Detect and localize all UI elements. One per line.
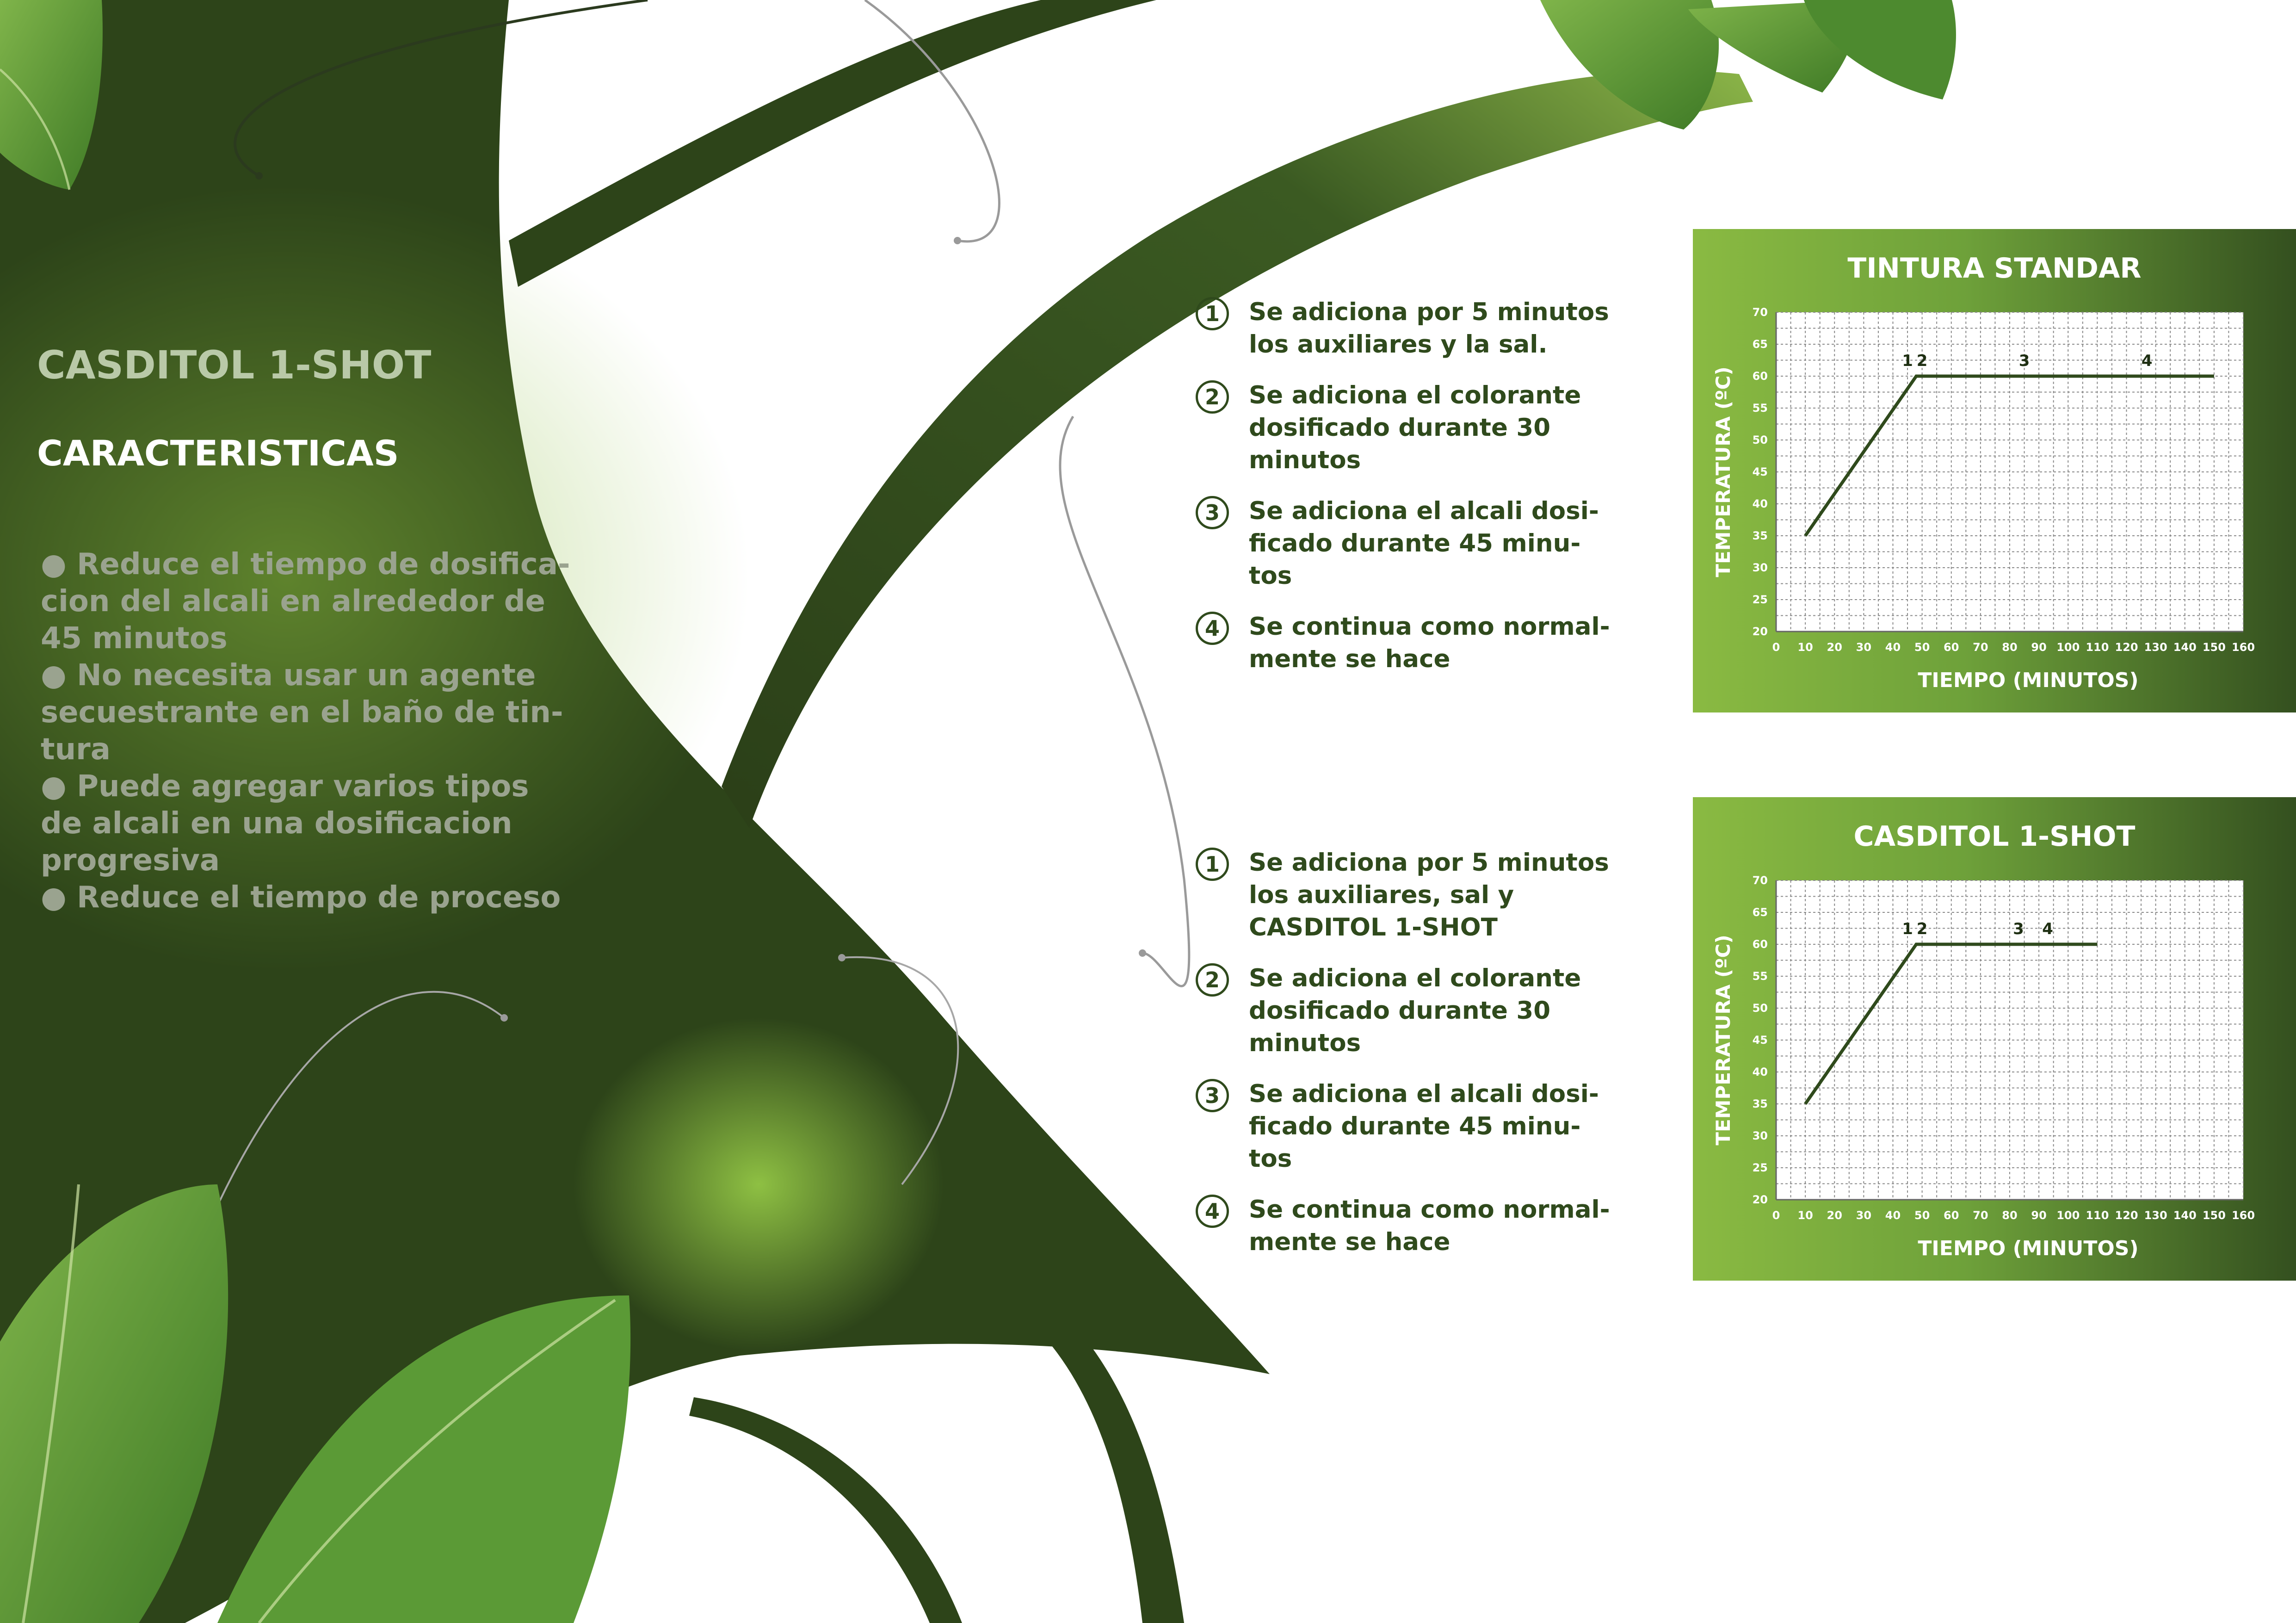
chart-panel-standard (1693, 229, 2296, 712)
x-tick-label: 100 (2056, 641, 2080, 654)
step-annotation: 4 (2042, 920, 2053, 938)
y-tick-label: 25 (1752, 593, 1768, 606)
feature-line: ● Reduce el tiempo de dosifica- (41, 547, 570, 582)
x-tick-label: 0 (1772, 641, 1780, 654)
x-tick-label: 80 (2002, 641, 2018, 654)
x-tick-label: 40 (1885, 1209, 1901, 1222)
step-number: 3 (1196, 1079, 1229, 1112)
step-line: Se adiciona el alcali dosi- (1249, 1080, 1599, 1108)
y-tick-label: 20 (1752, 1193, 1768, 1206)
x-tick-label: 40 (1885, 641, 1901, 654)
y-tick-label: 65 (1752, 906, 1768, 919)
step-item (1196, 296, 1667, 361)
y-tick-label: 45 (1752, 465, 1768, 478)
y-tick-label: 35 (1752, 529, 1768, 542)
y-tick-label: 50 (1752, 1002, 1768, 1015)
feature-line: cion del alcali en alrededor de (41, 584, 545, 619)
feature-line: de alcali en una dosificacion (41, 806, 512, 841)
step-annotation: 1 (1902, 352, 1913, 370)
step-line: mente se hace (1249, 645, 1450, 673)
x-tick-label: 20 (1827, 1209, 1842, 1222)
step-annotation: 3 (2018, 352, 2030, 370)
step-line: Se continua como normal- (1249, 1196, 1610, 1224)
x-tick-label: 130 (2144, 641, 2167, 654)
y-tick-label: 55 (1752, 970, 1768, 983)
x-tick-label: 120 (2115, 641, 2138, 654)
feature-line: ● Puede agregar varios tipos (41, 769, 529, 804)
step-line: Se continua como normal- (1249, 613, 1610, 641)
x-tick-label: 160 (2231, 641, 2255, 654)
y-tick-label: 40 (1752, 497, 1768, 510)
x-tick-label: 10 (1797, 1209, 1813, 1222)
x-tick-label: 10 (1797, 641, 1813, 654)
x-tick-label: 120 (2115, 1209, 2138, 1222)
branch-upper (509, 0, 1156, 287)
x-tick-label: 100 (2056, 1209, 2080, 1222)
step-number: 4 (1196, 612, 1229, 645)
x-tick-label: 140 (2173, 1209, 2197, 1222)
y-tick-label: 65 (1752, 338, 1768, 351)
x-tick-label: 50 (1914, 1209, 1930, 1222)
step-line: dosificado durante 30 (1249, 414, 1551, 442)
step-number: 4 (1196, 1195, 1229, 1228)
x-tick-label: 160 (2231, 1209, 2255, 1222)
x-axis-label: TIEMPO (MINUTOS) (1918, 669, 2139, 692)
x-axis-label: TIEMPO (MINUTOS) (1918, 1237, 2139, 1260)
step-line: Se adiciona el colorante (1249, 381, 1581, 409)
x-tick-label: 30 (1856, 1209, 1872, 1222)
step-line: CASDITOL 1-SHOT (1249, 913, 1498, 942)
features-list (41, 546, 586, 916)
step-line: tos (1249, 1145, 1292, 1173)
y-tick-label: 40 (1752, 1065, 1768, 1078)
step-line: minutos (1249, 446, 1361, 474)
y-tick-label: 50 (1752, 434, 1768, 446)
y-tick-label: 45 (1752, 1034, 1768, 1047)
feature-line: ● Reduce el tiempo de proceso (41, 880, 561, 915)
y-axis-label: TEMPERATURA (ºC) (1712, 366, 1734, 577)
step-annotation: 1 (1902, 920, 1913, 938)
step-annotation: 2 (1916, 352, 1928, 370)
step-line: minutos (1249, 1029, 1361, 1057)
step-item (1196, 495, 1667, 592)
x-tick-label: 60 (1944, 1209, 1959, 1222)
x-tick-label: 110 (2086, 641, 2109, 654)
x-tick-label: 130 (2144, 1209, 2167, 1222)
step-annotation: 4 (2141, 352, 2153, 370)
chart-standard (1693, 229, 2296, 712)
y-tick-label: 70 (1752, 306, 1768, 319)
chart-panel-oneshot (1693, 797, 2296, 1281)
x-tick-label: 20 (1827, 641, 1842, 654)
step-line: dosificado durante 30 (1249, 997, 1551, 1025)
section-title: CARACTERISTICAS (37, 433, 399, 474)
step-item (1196, 379, 1667, 477)
y-tick-label: 25 (1752, 1161, 1768, 1174)
y-tick-label: 60 (1752, 938, 1768, 951)
x-tick-label: 80 (2002, 1209, 2018, 1222)
step-line: tos (1249, 562, 1292, 590)
y-tick-label: 35 (1752, 1097, 1768, 1110)
feature-line: progresiva (41, 843, 220, 878)
step-number: 2 (1196, 380, 1229, 414)
x-tick-label: 50 (1914, 641, 1930, 654)
y-axis-label: TEMPERATURA (ºC) (1712, 935, 1734, 1146)
step-item (1196, 847, 1667, 944)
x-tick-label: 70 (1973, 1209, 1988, 1222)
step-line: Se adiciona el alcali dosi- (1249, 497, 1599, 525)
x-tick-label: 140 (2173, 641, 2197, 654)
step-number: 1 (1196, 848, 1229, 881)
y-tick-label: 70 (1752, 874, 1768, 887)
step-item (1196, 611, 1667, 675)
x-tick-label: 70 (1973, 641, 1988, 654)
y-tick-label: 30 (1752, 561, 1768, 574)
x-tick-label: 30 (1856, 641, 1872, 654)
x-tick-label: 60 (1944, 641, 1959, 654)
steps-oneshot (1196, 847, 1667, 1277)
x-tick-label: 90 (2031, 1209, 2047, 1222)
chart-title: TINTURA STANDAR (1847, 252, 2142, 285)
step-line: Se adiciona el colorante (1249, 964, 1581, 992)
feature-line: secuestrante en el baño de tin- (41, 695, 563, 730)
branch-lower-arc-2 (689, 1397, 962, 1623)
steps-standard (1196, 296, 1667, 694)
y-tick-label: 30 (1752, 1129, 1768, 1142)
feature-line: ● No necesita usar un agente (41, 658, 536, 693)
step-number: 1 (1196, 297, 1229, 330)
step-annotation: 2 (1916, 920, 1928, 938)
step-line: mente se hace (1249, 1228, 1450, 1256)
step-item (1196, 1078, 1667, 1175)
y-tick-label: 55 (1752, 402, 1768, 415)
chart-oneshot (1693, 797, 2296, 1281)
chart-title: CASDITOL 1-SHOT (1853, 820, 2136, 853)
step-line: Se adiciona por 5 minutos (1249, 298, 1609, 326)
x-tick-label: 0 (1772, 1209, 1780, 1222)
x-tick-label: 90 (2031, 641, 2047, 654)
step-item (1196, 1194, 1667, 1258)
product-title: CASDITOL 1-SHOT (37, 342, 432, 388)
step-item (1196, 962, 1667, 1059)
x-tick-label: 150 (2202, 641, 2226, 654)
step-number: 3 (1196, 496, 1229, 529)
step-number: 2 (1196, 963, 1229, 997)
y-tick-label: 60 (1752, 370, 1768, 383)
feature-line: 45 minutos (41, 621, 228, 656)
feature-line: tura (41, 732, 111, 767)
y-tick-label: 20 (1752, 625, 1768, 638)
step-annotation: 3 (2013, 920, 2024, 938)
x-tick-label: 110 (2086, 1209, 2109, 1222)
step-line: ficado durante 45 minu- (1249, 1112, 1581, 1140)
step-line: ficado durante 45 minu- (1249, 529, 1581, 558)
x-tick-label: 150 (2202, 1209, 2226, 1222)
step-line: los auxiliares y la sal. (1249, 330, 1548, 359)
step-line: los auxiliares, sal y (1249, 881, 1514, 909)
step-line: Se adiciona por 5 minutos (1249, 849, 1609, 877)
